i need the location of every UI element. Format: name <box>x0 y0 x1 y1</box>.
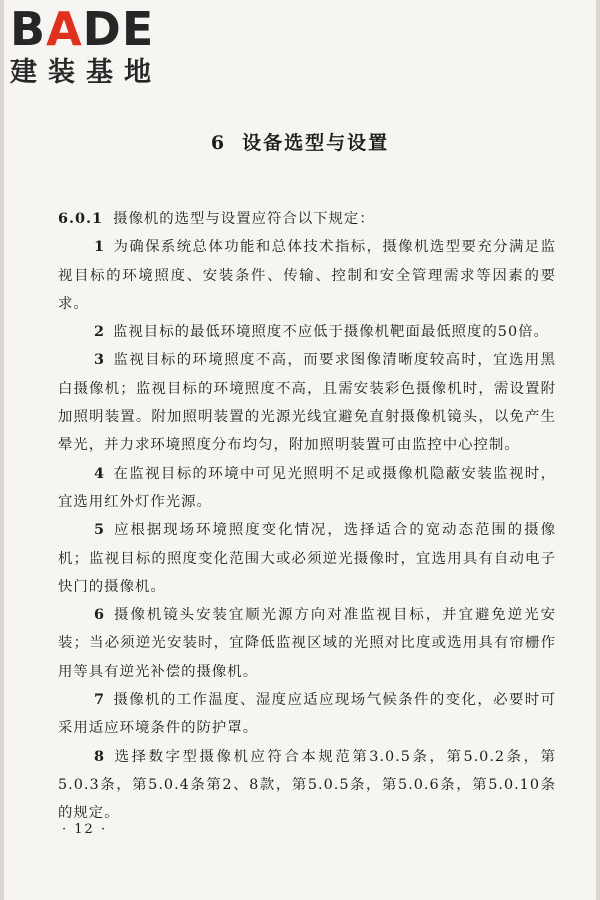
list-item <box>58 346 556 459</box>
list-item <box>58 686 556 743</box>
brand-logo-subtitle: 建装基地 <box>10 57 162 88</box>
list-item-text: 监视目标的最低环境照度不应低于摄像机靶面最低照度的50倍。 <box>113 324 549 341</box>
list-item <box>58 743 556 828</box>
brand-logo-letter: D <box>82 2 122 56</box>
brand-logo-letter: A <box>46 2 83 56</box>
list-item-number: 1 <box>94 238 106 256</box>
clause-intro-text: 摄像机的选型与设置应符合以下规定： <box>113 211 375 227</box>
list-item-number: 8 <box>94 747 106 765</box>
list-item-number: 5 <box>94 521 106 539</box>
list-item-text: 选择数字型摄像机应符合本规范第3.0.5条，第5.0.2条，第5.0.3条，第5.0.4条第2、8款，第5.0.5条，第5.0.6条，第5.0.10条的规定。 <box>58 748 556 822</box>
list-item <box>58 516 556 601</box>
brand-logo-letter: E <box>121 2 155 56</box>
brand-logo-wordmark <box>10 4 180 54</box>
list-item-text: 为确保系统总体功能和总体技术指标，摄像机选型要充分满足监视目标的环境照度、安装条件、传输、控制和安全管理需求等因素的要求。 <box>58 239 556 312</box>
list-item <box>58 318 556 346</box>
list-item <box>58 233 556 318</box>
brand-logo-letter: B <box>10 2 47 56</box>
clause-number: 6.0.1 <box>58 210 104 227</box>
list-item-number: 3 <box>94 351 106 369</box>
list-item-number: 4 <box>94 464 106 482</box>
list-item-number: 7 <box>94 691 106 709</box>
list-item-text: 监视目标的环境照度不高，而要求图像清晰度较高时，宜选用黑白摄像机；监视目标的环境照度不高，且需安装彩色摄像机时，需设置附加照明装置。附加照明装置的光源光线宜避免直射摄像机镜头，以免产生晕光，并力求环境照度分布均匀，附加照明装置可由监控中心控制。 <box>58 352 556 454</box>
list-item-number: 6 <box>94 606 106 624</box>
list-item-number: 2 <box>94 323 106 341</box>
page-number: · 12 · <box>62 822 108 837</box>
chapter-title <box>0 128 600 155</box>
clause-intro <box>58 205 556 233</box>
brand-logo <box>10 4 180 96</box>
list-item <box>58 460 556 517</box>
chapter-heading: 设备选型与设置 <box>242 132 390 154</box>
list-item-text: 应根据现场环境照度变化情况，选择适合的宽动态范围的摄像机；监视目标的照度变化范围大或必须逆光摄像时，宜选用具有自动电子快门的摄像机。 <box>58 522 556 595</box>
document-body <box>58 205 556 828</box>
chapter-number: 6 <box>210 132 227 154</box>
list-item-text: 摄像机的工作温度、湿度应适应现场气候条件的变化，必要时可采用适应环境条件的防护罩。 <box>58 692 556 737</box>
list-item-text: 摄像机镜头安装宜顺光源方向对准监视目标，并宜避免逆光安装；当必须逆光安装时，宜降低监视区域的光照对比度或选用具有帘栅作用等具有逆光补偿的摄像机。 <box>58 607 556 680</box>
list-item <box>58 601 556 686</box>
list-item-text: 在监视目标的环境中可见光照明不足或摄像机隐蔽安装监视时，宜选用红外灯作光源。 <box>58 465 556 510</box>
